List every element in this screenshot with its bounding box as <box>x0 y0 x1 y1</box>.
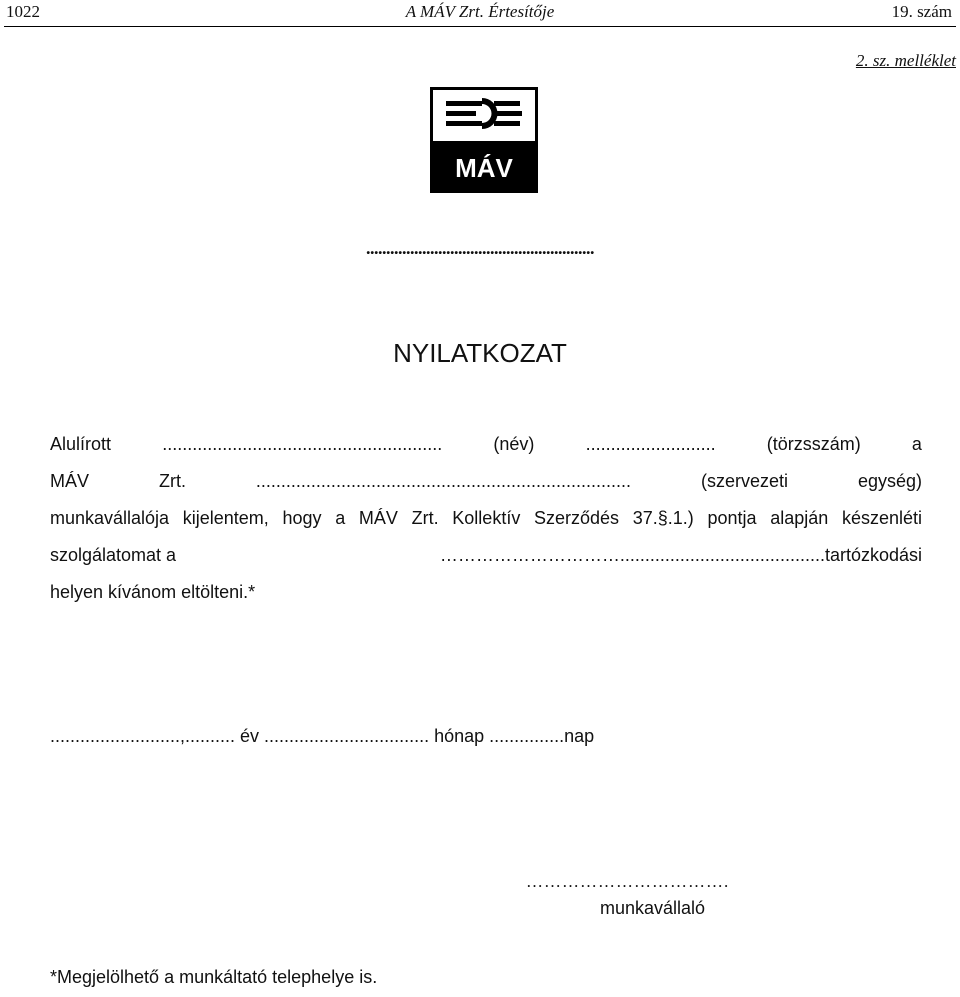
declaration-word: MÁV <box>50 471 90 491</box>
declaration-line-1 <box>50 433 922 455</box>
declaration-line-3 <box>50 507 922 529</box>
declaration-line-2 <box>50 470 922 492</box>
header-divider <box>4 26 956 27</box>
declaration-word: (törzsszám) <box>766 434 861 454</box>
declaration-line-4 <box>50 544 922 566</box>
mav-logo-icon <box>430 87 538 193</box>
declaration-word: Zrt. <box>158 471 186 491</box>
declaration-text: helyen kívánom eltölteni.* <box>50 582 256 602</box>
logo-text: MÁV <box>455 153 513 183</box>
page-number: 1022 <box>6 2 40 21</box>
declaration-word: (szervezeti <box>700 471 788 491</box>
declaration-word: Alulírott <box>50 434 112 454</box>
date-line: ..........................,.......... év ................................. hónap ...............nap <box>50 726 595 746</box>
document-title: NYILATKOZAT <box>393 338 567 368</box>
name-blank: ........................................................ <box>162 434 443 454</box>
declaration-word: szolgálatomat a <box>50 545 177 565</box>
publication-title: A MÁV Zrt. Értesítője <box>405 2 555 21</box>
issue-number: 19. szám <box>891 2 952 21</box>
footnote: *Megjelölhető a munkáltató telephelye is. <box>50 967 378 987</box>
declaration-text: munkavállalója kijelentem, hogy a MÁV Zrt. Kollektív Szerződés 37.§.1.) pontja alapján készenléti <box>50 508 922 528</box>
signature-line: ……………………………. <box>526 872 730 891</box>
declaration-line-5 <box>50 581 922 603</box>
signature-label: munkavállaló <box>600 898 706 918</box>
id-number-blank: .......................... <box>585 434 716 454</box>
annex-label: 2. sz. melléklet <box>855 51 956 70</box>
declaration-word: egység) <box>857 471 922 491</box>
declaration-word: (név) <box>493 434 535 454</box>
org-unit-blank: ........................................................................... <box>255 471 631 491</box>
location-blank: ………………………….........................................tartózkodási <box>439 545 922 565</box>
declaration-word: a <box>911 434 922 454</box>
organization-placeholder: ......................................................... <box>366 238 594 258</box>
